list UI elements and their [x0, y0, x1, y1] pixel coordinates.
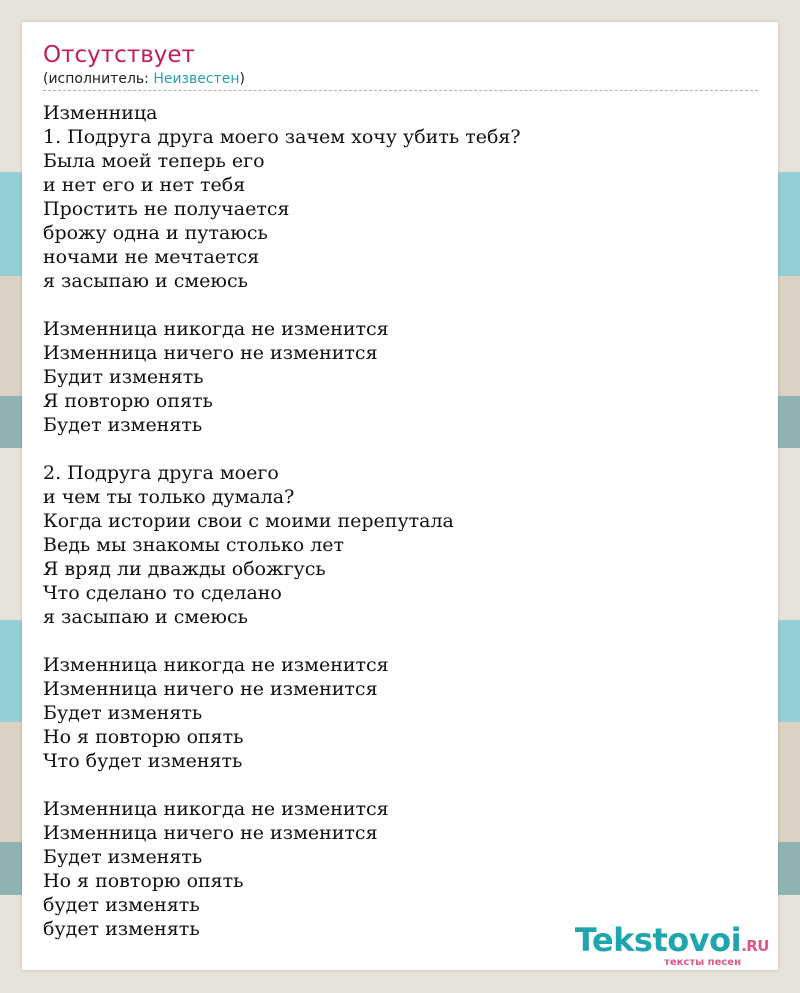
logo-main-text: Tekstovoi — [574, 921, 742, 959]
lyric-line: Изменница никогда не изменится — [43, 798, 389, 820]
lyric-line: Когда истории свои с моими перепутала — [43, 510, 454, 532]
lyric-line: Изменница ничего не изменится — [43, 822, 378, 844]
lyric-line: Изменница ничего не изменится — [43, 678, 378, 700]
lyric-line: Будет изменять — [43, 414, 203, 436]
artist-link[interactable]: Неизвестен — [153, 71, 240, 87]
lyric-line: будет изменять — [43, 894, 200, 916]
lyric-line: 2. Подруга друга моего — [43, 462, 279, 484]
lyric-line: Но я повторю опять — [43, 870, 244, 892]
lyric-line: и чем ты только думала? — [43, 486, 295, 508]
artist-suffix: ) — [239, 71, 245, 87]
lyric-line: Изменница — [43, 102, 158, 124]
lyric-line: будет изменять — [43, 918, 200, 940]
lyric-line: ночами не мечтается — [43, 246, 260, 268]
lyric-line: Ведь мы знакомы столько лет — [43, 534, 345, 556]
site-logo[interactable] — [575, 923, 769, 968]
lyric-line: Будет изменять — [43, 702, 203, 724]
lyric-line: брожу одна и путаюсь — [43, 222, 268, 244]
lyric-line: Я вряд ли дважды обожгусь — [43, 558, 326, 580]
lyric-line: Что будет изменять — [43, 750, 243, 772]
lyric-line: Изменница ничего не изменится — [43, 342, 378, 364]
lyric-line: Будит изменять — [43, 366, 204, 388]
artist-prefix: (исполнитель: — [43, 71, 154, 87]
lyric-line: Простить не получается — [43, 198, 290, 220]
logo-tagline: тексты песен — [664, 957, 741, 968]
lyric-line — [43, 773, 758, 797]
lyric-line — [43, 629, 758, 653]
lyric-line: Изменница никогда не изменится — [43, 654, 389, 676]
logo-domain: .RU — [741, 937, 769, 955]
lyric-line — [43, 293, 758, 317]
lyric-line: я засыпаю и смеюсь — [43, 606, 248, 628]
lyric-line: и нет его и нет тебя — [43, 174, 246, 196]
lyric-line: 1. Подруга друга моего зачем хочу убить тебя? — [43, 126, 521, 148]
lyric-line: Но я повторю опять — [43, 726, 244, 748]
lyric-line: Изменница никогда не изменится — [43, 318, 389, 340]
lyric-line: Была моей теперь его — [43, 150, 265, 172]
song-title: Отсутствует — [43, 42, 195, 68]
lyric-line: Будет изменять — [43, 846, 203, 868]
lyrics-text — [43, 101, 758, 941]
lyric-line: Что сделано то сделано — [43, 582, 282, 604]
artist-line — [43, 70, 758, 91]
lyrics-card — [22, 22, 778, 970]
lyric-line: я засыпаю и смеюсь — [43, 270, 248, 292]
lyric-line — [43, 437, 758, 461]
lyric-line: Я повторю опять — [43, 390, 213, 412]
